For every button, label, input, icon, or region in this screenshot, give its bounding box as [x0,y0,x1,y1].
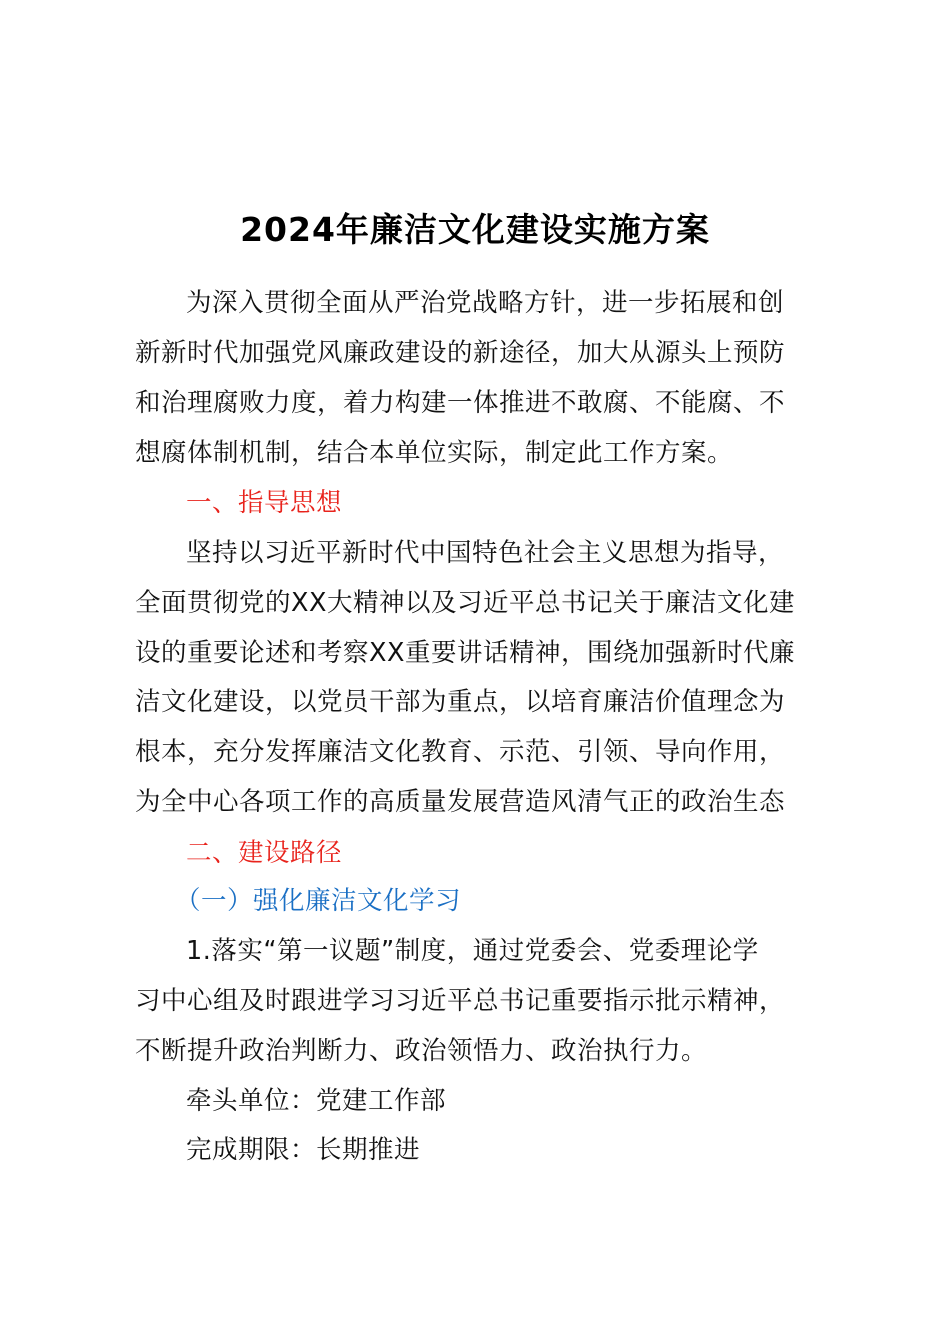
section-heading-guiding-ideology: 一、指导思想 [186,488,343,518]
item1-line-2: 习中心组及时跟进学习习近平总书记重要指示批示精神， [135,986,786,1016]
section1-line-3: 设的重要论述和考察XX重要讲话精神，围绕加强新时代廉 [135,638,795,668]
intro-line-4: 想腐体制机制，结合本单位实际，制定此工作方案。 [135,438,734,468]
deadline: 完成期限：长期推进 [186,1135,421,1165]
section1-line-1: 坚持以习近平新时代中国特色社会主义思想为指导， [186,538,785,568]
intro-line-2: 新新时代加强党风廉政建设的新途径，加大从源头上预防 [135,338,786,368]
section1-line-2: 全面贯彻党的XX大精神以及习近平总书记关于廉洁文化建 [135,588,795,618]
section1-line-4: 洁文化建设，以党员干部为重点，以培育廉洁价值理念为 [135,687,786,717]
intro-line-3: 和治理腐败力度，着力构建一体推进不敢腐、不能腐、不 [135,388,786,418]
section-heading-construction-path: 二、建设路径 [186,838,343,868]
item1-line-1: 1.落实“第一议题”制度，通过党委会、党委理论学 [186,936,759,966]
intro-line-1: 为深入贯彻全面从严治党战略方针，进一步拓展和创 [186,288,785,318]
item1-line-3: 不断提升政治判断力、政治领悟力、政治执行力。 [135,1036,708,1066]
section1-line-5: 根本，充分发挥廉洁文化教育、示范、引领、导向作用， [135,737,786,767]
section1-line-6: 为全中心各项工作的高质量发展营造风清气正的政治生态 [135,787,786,817]
lead-unit: 牵头单位：党建工作部 [186,1086,447,1116]
subsection-heading-learning: （一）强化廉洁文化学习 [175,886,462,916]
document-title: 2024年廉洁文化建设实施方案 [240,210,710,249]
